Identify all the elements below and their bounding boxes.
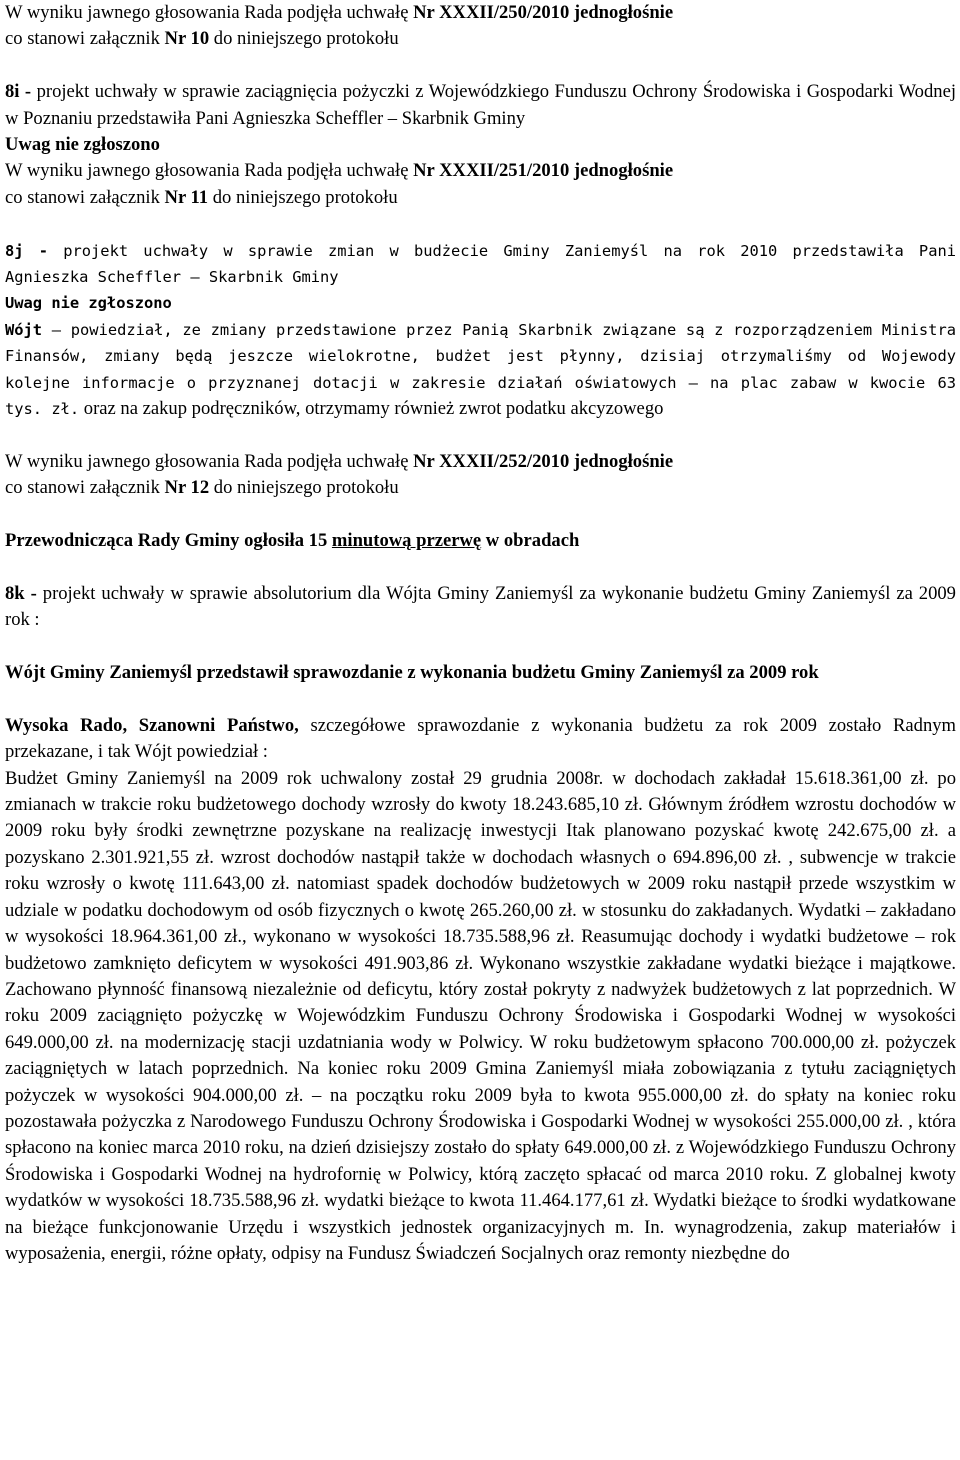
break-text: Przewodnicząca Rady Gminy ogłosiła 15 [5,530,332,552]
remarks-note [5,132,956,158]
agenda-item-marker: 8i - [5,81,37,103]
resolution-number: Nr XXXII/252/2010 jednogłośnie [413,450,674,472]
statement-text: – powiedział, ze zmiany przedstawione przez Panią Skarbnik związane są z rozporządzeniem Ministra Finansów, zmiany będą jeszcze wielokrotne, budżet jest płynny, dzisiaj otrzymaliśmy od Wojewody kolejne informacje o przyznanej dotacji w zakresie działań oświatowych – na plac zabaw w kwocie 63 tys. zł. [5,320,956,419]
remarks-label: Uwag nie zgłoszono [5,134,160,156]
salutation: Wysoka Rado, Szanowni Państwo, [5,714,299,736]
agenda-item-marker: 8k - [5,582,43,604]
agenda-item-marker: 8j - [5,241,64,260]
resolution-number: Nr XXXII/251/2010 jednogłośnie [413,160,674,182]
vote-result-text: W wyniku jawnego głosowania Rada podjęła uchwałę [5,450,414,472]
agenda-item-8i [5,79,956,132]
agenda-item-text: projekt uchwały w sprawie zaciągnięcia pożyczki z Wojewódzkiego Funduszu Ochrony Środowiska i Gospodarki Wodnej w Poznaniu przedstawiła Pani Agnieszka Scheffler – Skarbnik Gminy [5,81,956,129]
attachment-text: co stanowi załącznik [5,28,165,50]
spacer [5,634,956,660]
spacer [5,422,956,448]
attachment-text: co stanowi załącznik [5,477,165,499]
break-suffix: w obradach [481,530,580,552]
agenda-item-text: projekt uchwały w sprawie zmian w budżecie Gminy Zaniemyśl na rok 2010 przedstawiła Pani Agnieszka Scheffler – Skarbnik Gminy [5,241,956,287]
attachment-suffix: do niniejszego protokołu [209,28,399,50]
resolution-number: Nr XXXII/250/2010 jednogłośnie [413,2,674,23]
spacer [5,686,956,712]
agenda-item-8k [5,581,956,634]
address-text: szczegółowe sprawozdanie z wykonania budżetu za rok 2009 zostało Radnym przekazane, i tak Wójt powiedział : [5,714,956,763]
vote-result-252 [5,449,956,502]
report-heading [5,660,956,686]
spacer [5,211,956,237]
agenda-item-text: projekt uchwały w sprawie absolutorium dla Wójta Gminy Zaniemyśl za wykonanie budżetu Gminy Zaniemyśl za 2009 rok : [5,582,956,631]
vote-result-text: W wyniku jawnego głosowania Rada podjęła uchwałę [5,2,414,23]
spacer [5,502,956,528]
remarks-note [5,290,956,316]
vote-result-250 [5,0,956,53]
budget-report-paragraph: Budżet Gminy Zaniemyśl na 2009 rok uchwalony został 29 grudnia 2008r. w dochodach zakładał 15.618.361,00 zł. po zmianach w trakcie roku budżetowego dochody wzrosły do kwoty 18.243.685,10 zł. Głównym źródłem wzrostu dochodów w 2009 roku były środki zewnętrzne pozyskane na realizację inwestycji Itak planowano pozyskać kwotę 242.675,00 zł. a pozyskano 2.301.921,55 zł. wzrost dochodów nastąpił także w dochodach własnych o 694.896,00 zł. , subwencje w trakcie roku wzrosły o kwotę 111.643,00 zł. natomiast spadek dochodów budżetowych w 2009 roku nastąpił przede wszystkim w udziale w podatku dochodowym od osób fizycznych o kwotę 265.260,00 zł. w stosunku do zakładanych. Wydatki – zakładano w wysokości 18.964.361,00 zł., wykonano w wysokości 18.735.588,96 zł. Reasumując dochody i wydatki budżetowe – rok budżetowo zamknięto deficytem w wysokości 491.903,86 zł. Wykonano wszystkie zakładane wydatki bieżące i majątkowe. Zachowano płynność finansową niezależnie od deficytu, który został pokryty z nadwyżek budżetowych z lat poprzednich. W roku 2009 zaciągnięto pożyczkę w Wojewódzkim Funduszu Ochrony Środowiska i Gospodarki Wodnej w wysokości 649.000,00 zł. na modernizację stacji uzdatniania wody w Polwicy. W roku budżetowym spłacono 700.000,00 zł. pożyczek zaciągniętych w latach poprzednich. Na koniec roku 2009 Gmina Zaniemyśl miała zobowiązania z tytułu zaciągniętych pożyczek w wysokości 904.000,00 zł. – na początku roku 2009 była to kwota 955.000,00 zł. do spłaty na koniec roku pozostawała pożyczka z Narodowego Funduszu Ochrony Środowiska i Gospodarki Wodnej w wysokości 255.000,00 zł. , która spłacono na koniec marca 2010 roku, na dzień dzisiejszy zostało do spłaty 649.000,00 zł. z Wojewódzkiego Funduszu Ochrony Środowiska i Gospodarki Wodnej na hydrofornię w Polwicy, którą zaczęto spłacać od marca 2010 roku. Z globalnej kwoty wydatków w wysokości 18.735.588,96 zł. wydatki bieżące to kwota 11.464.177,61 zł. Wydatki bieżące to środki wydatkowane na bieżące funkcjonowanie Urzędu i wszystkich jednostek organizacyjnych m. In. wynagrodzenia, zakup materiałów i wyposażenia, energii, różne opłaty, odpisy na Fundusz Świadczeń Socjalnych oraz remonty niezbędne do [5,767,956,1264]
agenda-item-8j-block [5,238,956,423]
report-heading-text: Wójt Gminy Zaniemyśl przedstawił sprawozdanie z wykonania budżetu Gminy Zaniemyśl za 2009 rok [5,662,819,684]
mayor-statement [5,317,956,423]
attachment-suffix: do niniejszego protokołu [209,477,399,499]
remarks-label: Uwag nie zgłoszono [5,294,172,313]
statement-tail: oraz na zakup podręczników, otrzymamy również zwrot podatku akcyzowego [79,398,664,420]
break-underlined: minutową przerwę [331,530,482,552]
break-announcement [5,528,956,554]
attachment-number: Nr 10 [164,28,210,50]
spacer [5,554,956,580]
attachment-suffix: do niniejszego protokołu [208,186,398,208]
vote-result-251 [5,158,956,211]
agenda-item-8j [5,238,956,291]
spacer [5,53,956,79]
speaker-name: Wójt [5,320,43,339]
attachment-number: Nr 11 [164,186,209,208]
attachment-number: Nr 12 [164,477,210,499]
address-paragraph [5,713,956,766]
attachment-text: co stanowi załącznik [5,186,165,208]
vote-result-text: W wyniku jawnego głosowania Rada podjęła uchwałę [5,160,414,182]
